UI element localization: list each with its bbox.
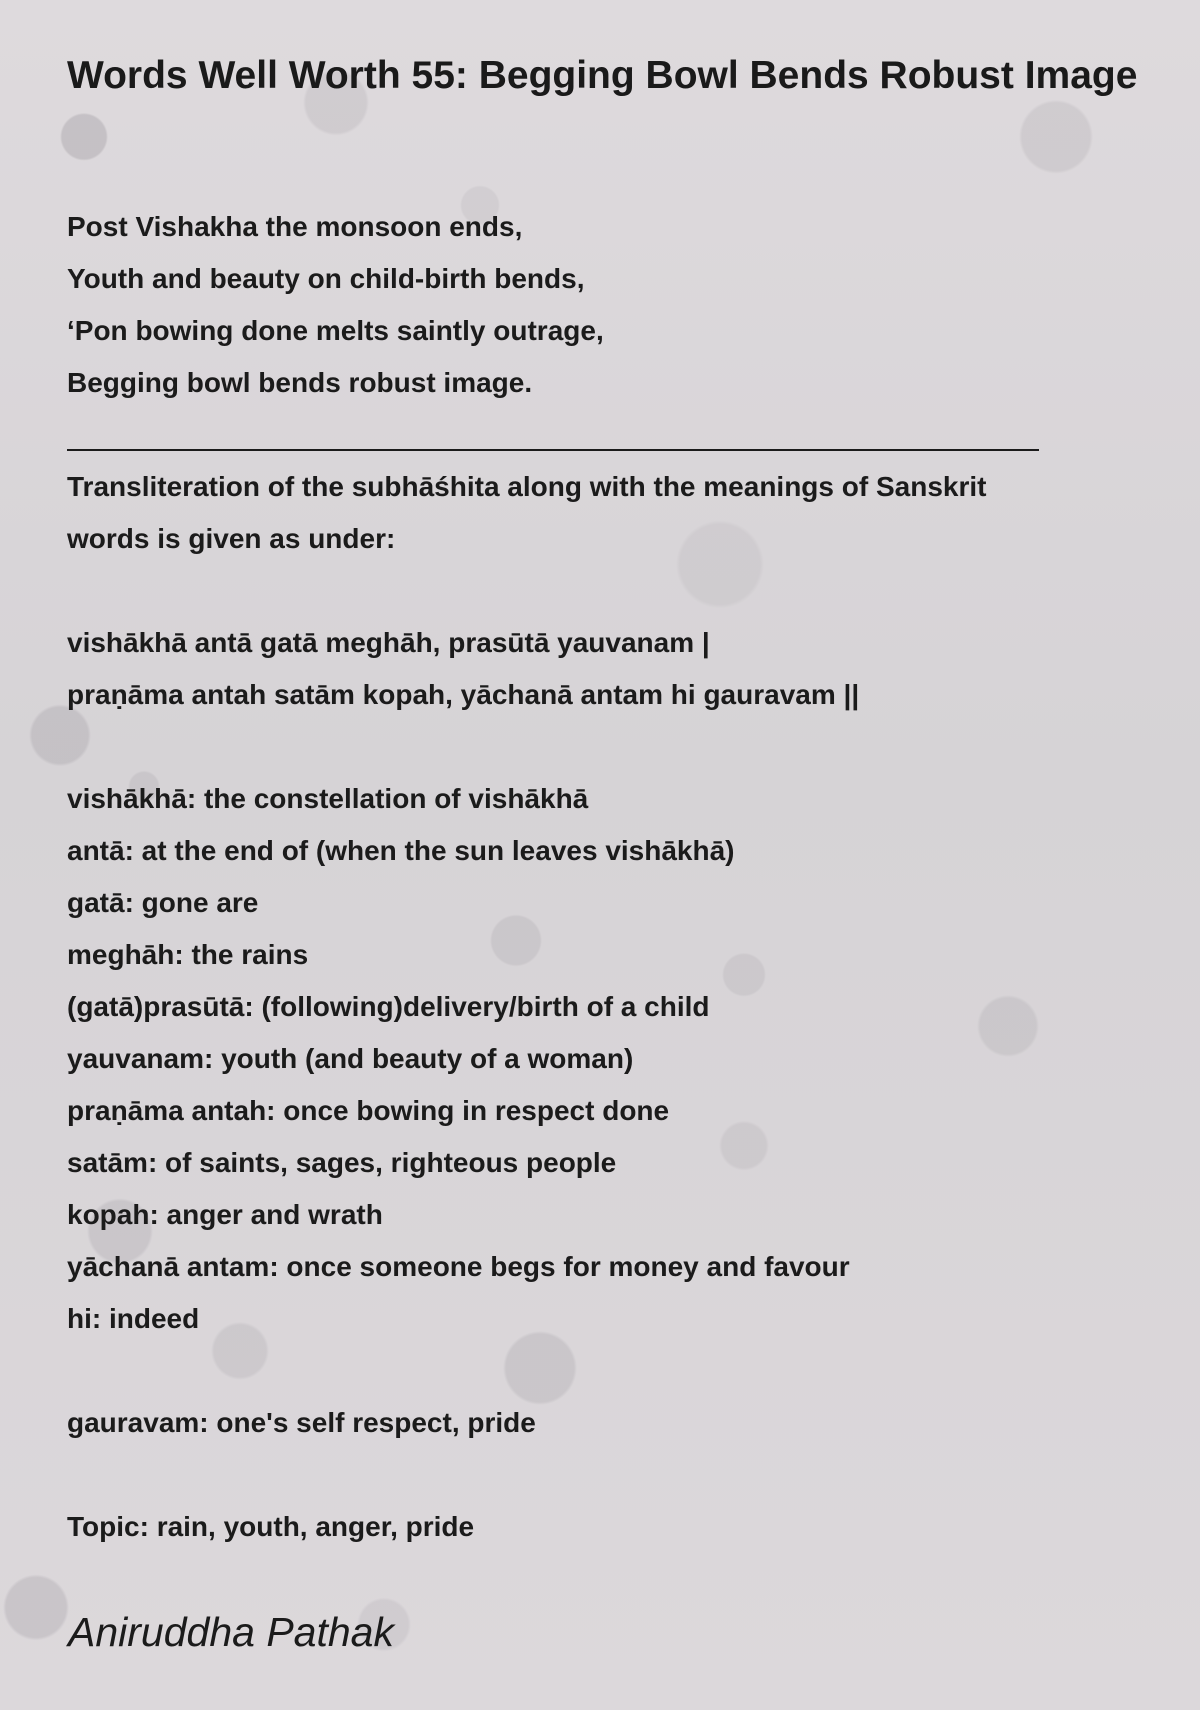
glossary-line: satām: of saints, sages, righteous people bbox=[67, 1147, 617, 1178]
blank-line bbox=[67, 565, 1147, 617]
glossary-line: (gatā)prasūtā: (following)delivery/birth of a child bbox=[67, 991, 710, 1022]
poem-line: ‘Pon bowing done melts saintly outrage, bbox=[67, 315, 604, 346]
author-name: Aniruddha Pathak bbox=[68, 1609, 394, 1655]
transliteration-line: praṇāma antah satām kopah, yāchanā antam hi gauravam || bbox=[67, 679, 860, 710]
blank-line bbox=[67, 721, 1147, 773]
glossary-line: antā: at the end of (when the sun leaves vishākhā) bbox=[67, 835, 735, 866]
blank-line bbox=[67, 1449, 1147, 1501]
glossary-line: vishākhā: the constellation of vishākhā bbox=[67, 783, 589, 814]
intro-line: Transliteration of the subhāśhita along with the meanings of Sanskrit bbox=[67, 471, 987, 502]
poem-stanza bbox=[67, 201, 604, 409]
glossary-line: gatā: gone are bbox=[67, 887, 259, 918]
glossary-line: yauvanam: youth (and beauty of a woman) bbox=[67, 1043, 634, 1074]
topic-line: Topic: rain, youth, anger, pride bbox=[67, 1511, 475, 1542]
glossary-line: meghāh: the rains bbox=[67, 939, 309, 970]
glossary-line: kopah: anger and wrath bbox=[67, 1199, 383, 1230]
transliteration-line: vishākhā antā gatā meghāh, prasūtā yauvanam | bbox=[67, 627, 710, 658]
intro-line: words is given as under: bbox=[67, 523, 396, 554]
blank-line bbox=[67, 1345, 1147, 1397]
glossary-line: hi: indeed bbox=[67, 1303, 200, 1334]
section-divider bbox=[67, 449, 1039, 451]
poem-title: Words Well Worth 55: Begging Bowl Bends Robust Image bbox=[67, 54, 1138, 97]
glossary-line: gauravam: one's self respect, pride bbox=[67, 1407, 536, 1438]
poem-notes bbox=[67, 461, 1147, 1553]
poem-line: Begging bowl bends robust image. bbox=[67, 367, 533, 398]
poem-line: Youth and beauty on child-birth bends, bbox=[67, 263, 585, 294]
poem-line: Post Vishakha the monsoon ends, bbox=[67, 211, 523, 242]
glossary-line: praṇāma antah: once bowing in respect done bbox=[67, 1095, 670, 1126]
glossary-line: yāchanā antam: once someone begs for money and favour bbox=[67, 1251, 850, 1282]
